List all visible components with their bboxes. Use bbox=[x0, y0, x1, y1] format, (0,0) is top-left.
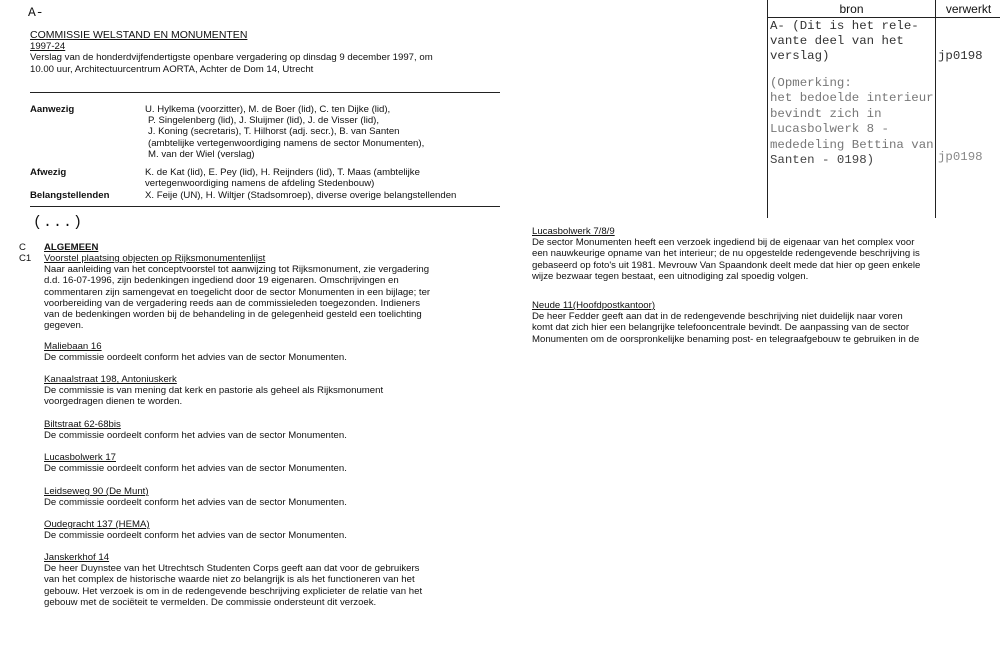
note-line: Santen - 0198) bbox=[770, 153, 875, 168]
document-subtitle-line-1: Verslag van de honderdvijfendertigste openbare vergadering op dinsdag 9 december 1997, om bbox=[30, 52, 433, 64]
note-line: het bedoelde interieur bbox=[770, 91, 934, 106]
header-divider bbox=[30, 92, 500, 93]
item-leidseweg-90 bbox=[44, 486, 347, 508]
item-line: van het complex de historische waarde niet zo belangrijk is als het functioneren van het bbox=[44, 574, 415, 586]
item-title: Kanaalstraat 198, Antoniuskerk bbox=[44, 374, 177, 385]
section-heading: ALGEMEEN bbox=[44, 242, 99, 253]
item-lucasbolwerk-7-8-9 bbox=[532, 226, 920, 282]
item-kanaalstraat-198 bbox=[44, 374, 383, 408]
item-line: gebouw met de sociëteit te vermelden. De commissie ondersteunt dit verzoek. bbox=[44, 596, 377, 608]
source-note-1 bbox=[770, 19, 919, 64]
absent-line: K. de Kat (lid), E. Pey (lid), H. Reijnders (lid), T. Maas (ambtelijke bbox=[145, 167, 420, 178]
intro-line: Naar aanleiding van het conceptvoorstel tot aanwijzing tot Rijksmonument, zie vergadering bbox=[44, 264, 430, 276]
item-title: Biltstraat 62-68bis bbox=[44, 419, 121, 430]
present-label: Aanwezig bbox=[30, 104, 75, 115]
intro-line: gegeven. bbox=[44, 320, 84, 332]
item-line: gebouw. Het verzoek is om in de redengevende beschrijving explicieter de relatie van het bbox=[44, 585, 423, 597]
item-line: De commissie oordeelt conform het advies van de sector Monumenten. bbox=[44, 497, 347, 509]
item-line: De commissie oordeelt conform het advies van de sector Monumenten. bbox=[44, 530, 347, 542]
item-line: De commissie is van mening dat kerk en pastorie als geheel als Rijksmonument bbox=[44, 385, 384, 397]
item-line: De commissie oordeelt conform het advies van de sector Monumenten. bbox=[44, 352, 347, 364]
item-title: Leidseweg 90 (De Munt) bbox=[44, 486, 149, 497]
item-line: een nauwkeurige opname van het interieur; de nu opgestelde redengevende beschrijving is bbox=[532, 248, 920, 260]
source-note-2 bbox=[770, 76, 934, 168]
intro-line: van de bedenkingen worden bij de behandeling in de gelegenheid gesteld een toelichting bbox=[44, 309, 422, 321]
subsection-title: Voorstel plaatsing objecten op Rijksmonumentenlijst bbox=[44, 253, 266, 264]
intro-line: d.d. 16-07-1996, zijn bedenkingen ingediend door 19 eigenaren. Omschrijvingen en bbox=[44, 275, 399, 287]
absent-line: vertegenwoordiging namens de afdeling Stedenbouw) bbox=[145, 178, 375, 190]
present-line: (ambtelijke vertegenwoordiging namens de sector Monumenten), bbox=[148, 137, 425, 149]
column-header-bron: bron bbox=[839, 2, 864, 16]
item-line: gebaseerd op foto's uit 1981. Mevrouw Van Spaandonk deelt mede dat hier op geen enkele bbox=[532, 259, 921, 271]
document-number: 1997-24 bbox=[30, 41, 66, 53]
intro-line: voorbereiding van de vergadering reeds aan de commissieleden toegezonden. Indieners bbox=[44, 297, 421, 309]
column-header-verwerkt: verwerkt bbox=[945, 2, 992, 16]
note-line: Lucasbolwerk 8 - bbox=[770, 122, 889, 137]
present-line: J. Koning (secretaris), T. Hilhorst (adj. secr.), B. van Santen bbox=[148, 126, 400, 138]
note-line: vante deel van het bbox=[770, 34, 904, 48]
sidebar-border-middle bbox=[935, 0, 936, 218]
item-line: De commissie oordeelt conform het advies van de sector Monumenten. bbox=[44, 463, 347, 475]
present-line: P. Singelenberg (lid), J. Sluijmer (lid), J. de Visser (lid), bbox=[148, 115, 380, 127]
item-oudegracht-137 bbox=[44, 519, 347, 541]
item-line: voorgedragen dienen te worden. bbox=[44, 396, 183, 408]
item-title: Lucasbolwerk 17 bbox=[44, 452, 116, 463]
item-line: De heer Fedder geeft aan dat in de redengevende beschrijving niet duidelijk naar voren bbox=[532, 311, 903, 323]
item-title: Oudegracht 137 (HEMA) bbox=[44, 519, 150, 530]
document-subtitle-line-2: 10.00 uur, Architectuurcentrum AORTA, Achter de Dom 14, Utrecht bbox=[30, 63, 314, 75]
item-line: komt dat zich hier een belangrijke telefooncentrale bevindt. De aanpassing van de sector bbox=[532, 322, 910, 334]
document-header bbox=[30, 30, 510, 75]
note-line: mededeling Bettina van bbox=[770, 137, 934, 152]
stakeholders-line: X. Feije (UN), H. Wiltjer (Stadsomroep), diverse overige belangstellenden bbox=[145, 190, 457, 201]
item-biltstraat-62-68bis bbox=[44, 419, 347, 441]
note-line: bevindt zich in bbox=[770, 106, 882, 121]
stakeholders-list bbox=[145, 190, 456, 201]
item-line: Monumenten om de oorspronkelijke benaming post- en telegraafgebouw te gebruiken in de bbox=[532, 333, 920, 345]
document-title: COMMISSIE WELSTAND EN MONUMENTEN bbox=[30, 29, 248, 41]
omission-ellipsis: (...) bbox=[33, 214, 84, 231]
item-title: Neude 11(Hoofdpostkantoor) bbox=[532, 300, 656, 311]
present-line: U. Hylkema (voorzitter), M. de Boer (lid), C. ten Dijke (lid), bbox=[145, 104, 391, 115]
absent-label: Afwezig bbox=[30, 167, 67, 178]
present-line: M. van der Wiel (verslag) bbox=[148, 148, 255, 160]
corner-mark: A- bbox=[28, 5, 44, 20]
item-line: De heer Duynstee van het Utrechtsch Studenten Corps geeft aan dat voor de gebruikers bbox=[44, 563, 420, 575]
absent-list bbox=[145, 167, 420, 189]
stakeholders-label: Belangstellenden bbox=[30, 190, 110, 201]
item-maliebaan-16 bbox=[44, 341, 347, 363]
processed-code-1: jp0198 bbox=[938, 49, 983, 63]
note-line: A- (Dit is het rele- bbox=[770, 19, 919, 33]
note-line: verslag) bbox=[770, 49, 830, 63]
item-lucasbolwerk-17 bbox=[44, 452, 347, 474]
item-title: Janskerkhof 14 bbox=[44, 552, 110, 563]
attendance-divider bbox=[30, 206, 500, 207]
item-neude-11 bbox=[532, 300, 919, 345]
item-janskerkhof-14 bbox=[44, 552, 422, 608]
note-line: (Opmerking: bbox=[770, 76, 852, 90]
item-title: Maliebaan 16 bbox=[44, 341, 102, 352]
present-list bbox=[145, 104, 424, 160]
sidebar-border-left bbox=[767, 0, 768, 218]
item-title: Lucasbolwerk 7/8/9 bbox=[532, 226, 615, 237]
processed-code-2: jp0198 bbox=[938, 150, 983, 164]
section-letter: C bbox=[19, 242, 26, 253]
intro-line: commentaren zijn samengevat en toegelicht door de sector Monumenten in een bijlage; ter bbox=[44, 286, 431, 298]
subsection-number: C1 bbox=[19, 253, 32, 264]
subsection-body bbox=[44, 253, 504, 331]
item-line: De sector Monumenten heeft een verzoek ingediend bij de eigenaar van het complex voor bbox=[532, 237, 915, 249]
sidebar-header-divider bbox=[767, 17, 1000, 18]
item-line: wijze bezwaar tegen bestaat, een uitnodiging zal spoedig volgen. bbox=[532, 270, 809, 282]
item-line: De commissie oordeelt conform het advies van de sector Monumenten. bbox=[44, 430, 347, 442]
